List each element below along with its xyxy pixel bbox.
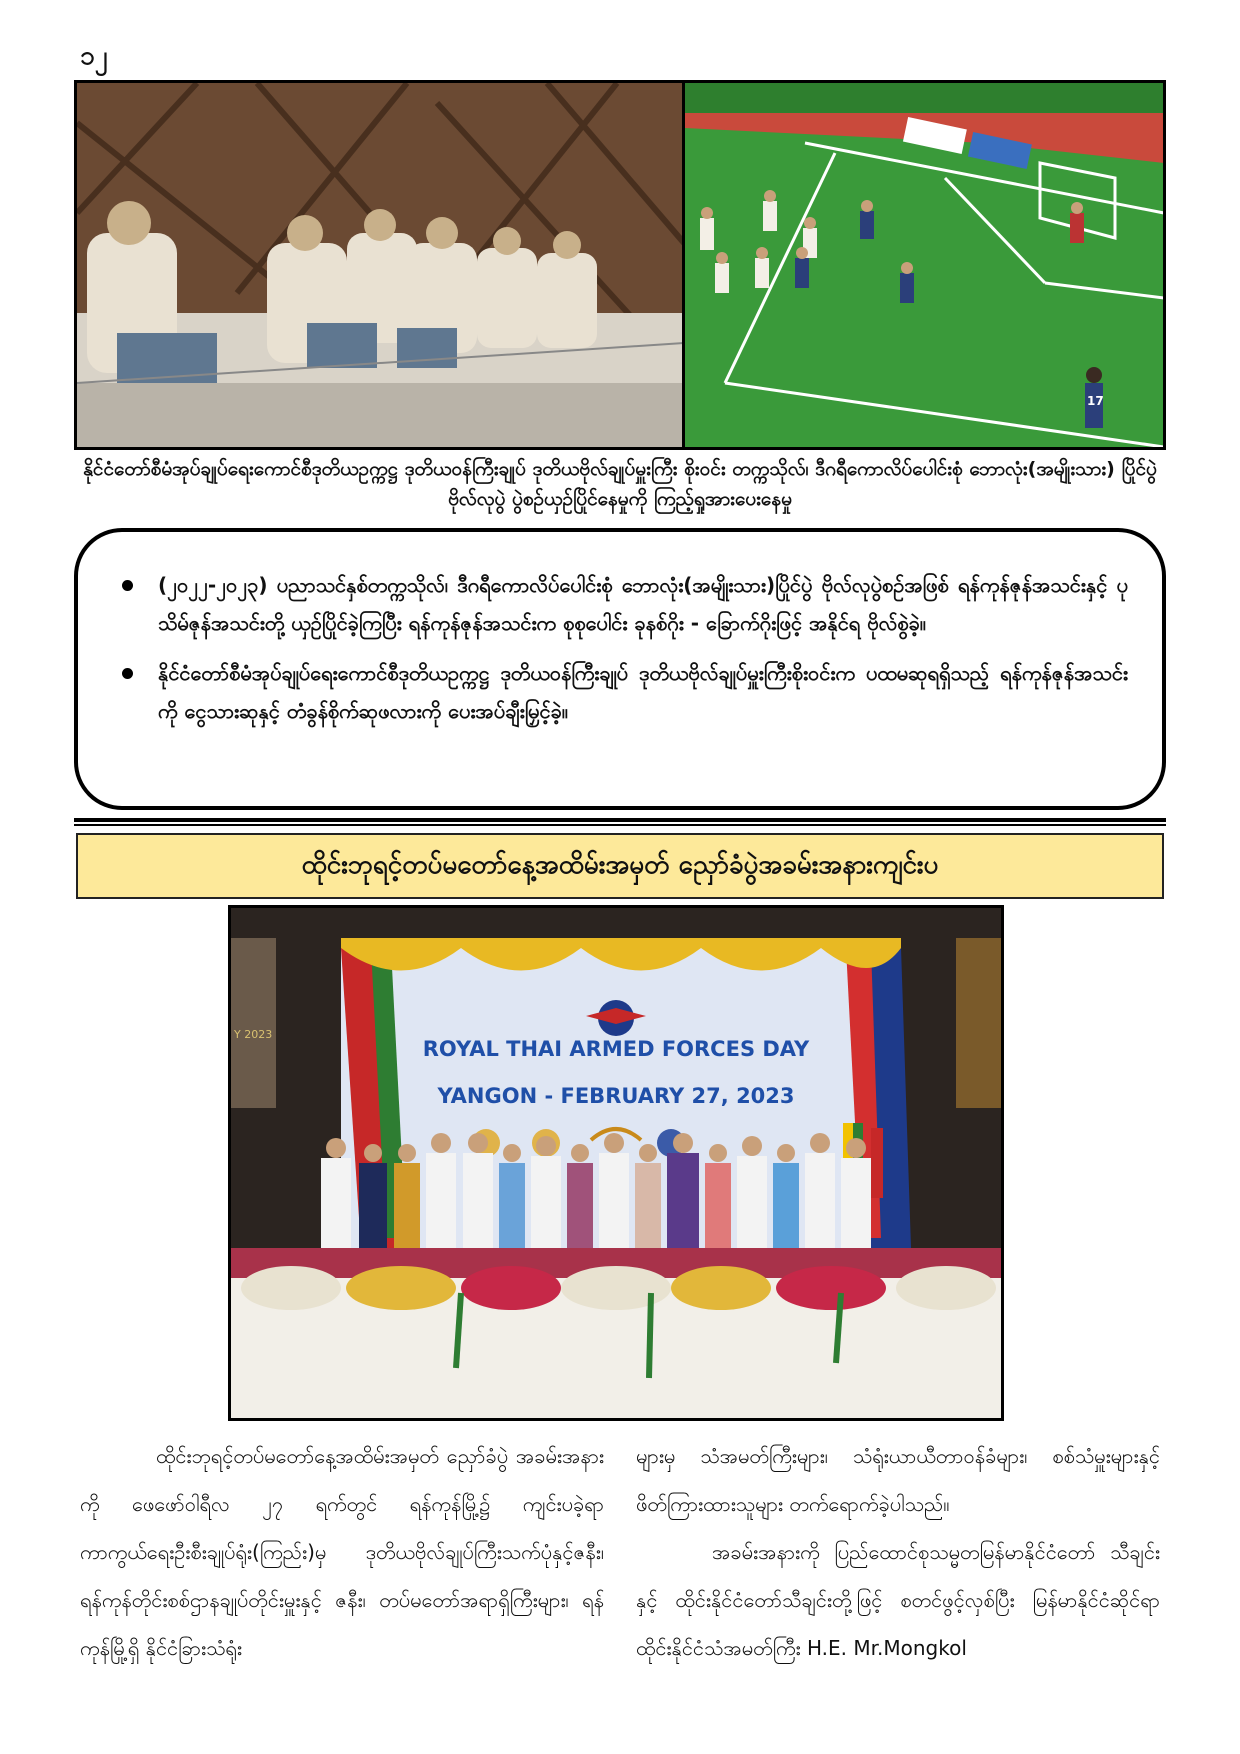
page-number: ၁၂ bbox=[80, 41, 108, 71]
jersey-number: 17 bbox=[1087, 394, 1105, 408]
section-divider bbox=[74, 818, 1166, 826]
top-photo-caption: နိုင်ငံတော်စီမံအုပ်ချုပ်ရေးကောင်စီဒုတိယဥက္ကဋ္ဌ ဒုတိယဝန်ကြီးချုပ် ဒုတိယဗိုလ်ချုပ်မှူးကြီး စိုးဝင်း တက္ကသိုလ်၊ ဒီဂရီကောလိပ်ပေါင်းစုံ ဘောလုံး(အမျိုးသား) ပြိုင်ပွဲ ဗိုလ်လုပွဲ ပွဲစဉ်ယှဉ်ပြိုင်နေမှုကို ကြည့်ရှုအားပေးနေမှု bbox=[83, 458, 1157, 510]
banner-subtitle: YANGON - FEBRUARY 27, 2023 bbox=[437, 1084, 795, 1108]
article-paragraph: အခမ်းအနားကို ပြည်ထောင်စုသမ္မတမြန်မာနိုင်ငံတော် သီချင်းနှင့် ထိုင်းနိုင်ငံတော်သီချင်းတို့ဖြင့် စတင်ဖွင့်လှစ်ပြီး မြန်မာနိုင်ငံဆိုင်ရာ ထိုင်းနိုင်ငံသံအမတ်ကြီး H.E. Mr.Mongkol bbox=[636, 1540, 1160, 1660]
summary-list bbox=[122, 566, 1128, 730]
article-paragraph: ထိုင်းဘုရင့်တပ်မတော်နေ့အထိမ်းအမှတ် ညှော်ခံပွဲ အခမ်းအနားကို ဖေဖော်ဝါရီလ ၂၇ ရက်တွင် ရန်ကုန်မြို့၌ ကျင်းပခဲ့ရာ ကာကွယ်ရေးဦးစီးချုပ်ရုံး(ကြည်း)မှ ဒုတိယဗိုလ်ချုပ်ကြီးသက်ပုံနှင့်ဇနီး၊ ရန်ကုန်တိုင်းစစ်ဌာနချုပ်တိုင်းမှူးနှင့် ဇနီး၊ တပ်မတော်အရာရှိကြီးများ၊ ရန်ကုန်မြို့ရှိ နိုင်ငံခြားသံရုံး bbox=[80, 1444, 604, 1660]
article-body bbox=[80, 1432, 1160, 1672]
stadium-vip-illustration bbox=[77, 83, 682, 447]
top-photo-panel bbox=[74, 80, 1166, 450]
summary-item: နိုင်ငံတော်စီမံအုပ်ချုပ်ရေးကောင်စီဒုတိယဥက္ကဋ္ဌ ဒုတိယဝန်ကြီးချုပ် ဒုတိယဗိုလ်ချုပ်မှူးကြီးစိုးဝင်းက ပထမဆုရရှိသည့် ရန်ကုန်ဇုန်အသင်းကို ငွေသားဆုနှင့် တံခွန်စိုက်ဆုဖလားကို ပေးအပ်ချီးမြှင့်ခဲ့။ bbox=[122, 654, 1128, 730]
summary-box bbox=[74, 528, 1166, 810]
event-stage-photo bbox=[228, 905, 1004, 1421]
football-match-photo bbox=[685, 83, 1163, 447]
banner-title: ROYAL THAI ARMED FORCES DAY bbox=[422, 1037, 810, 1061]
event-stage-illustration bbox=[231, 908, 1001, 1418]
article-headline: ထိုင်းဘုရင့်တပ်မတော်နေ့အထိမ်းအမှတ် ညှော်ခံပွဲအခမ်းအနားကျင်းပ bbox=[76, 833, 1164, 899]
stadium-vip-photo bbox=[77, 83, 682, 447]
article-column-2 bbox=[636, 1432, 1160, 1672]
article-paragraph: များမှ သံအမတ်ကြီးများ၊ သံရုံးယာယီတာဝန်ခံများ၊ စစ်သံမှူးများနှင့် ဖိတ်ကြားထားသူများ တက်ရောက်ခဲ့ပါသည်။ bbox=[636, 1444, 1160, 1516]
summary-item: (၂၀၂၂-၂၀၂၃) ပညာသင်နှစ်တက္ကသိုလ်၊ ဒီဂရီကောလိပ်ပေါင်းစုံ ဘောလုံး(အမျိုးသား)ပြိုင်ပွဲ ဗိုလ်လုပွဲစဉ်အဖြစ် ရန်ကုန်ဇုန်အသင်းနှင့် ပုသိမ်ဇုန်အသင်းတို့ ယှဉ်ပြိုင်ခဲ့ကြပြီး ရန်ကုန်ဇုန်အသင်းက စုစုပေါင်း ခုနစ်ဂိုး - ခြောက်ဂိုးဖြင့် အနိုင်ရ ဗိုလ်စွဲခဲ့။ bbox=[122, 566, 1128, 642]
football-pitch-illustration bbox=[685, 83, 1163, 447]
side-banner-text: Y 2023 bbox=[234, 1028, 273, 1041]
article-column-1 bbox=[80, 1432, 604, 1672]
